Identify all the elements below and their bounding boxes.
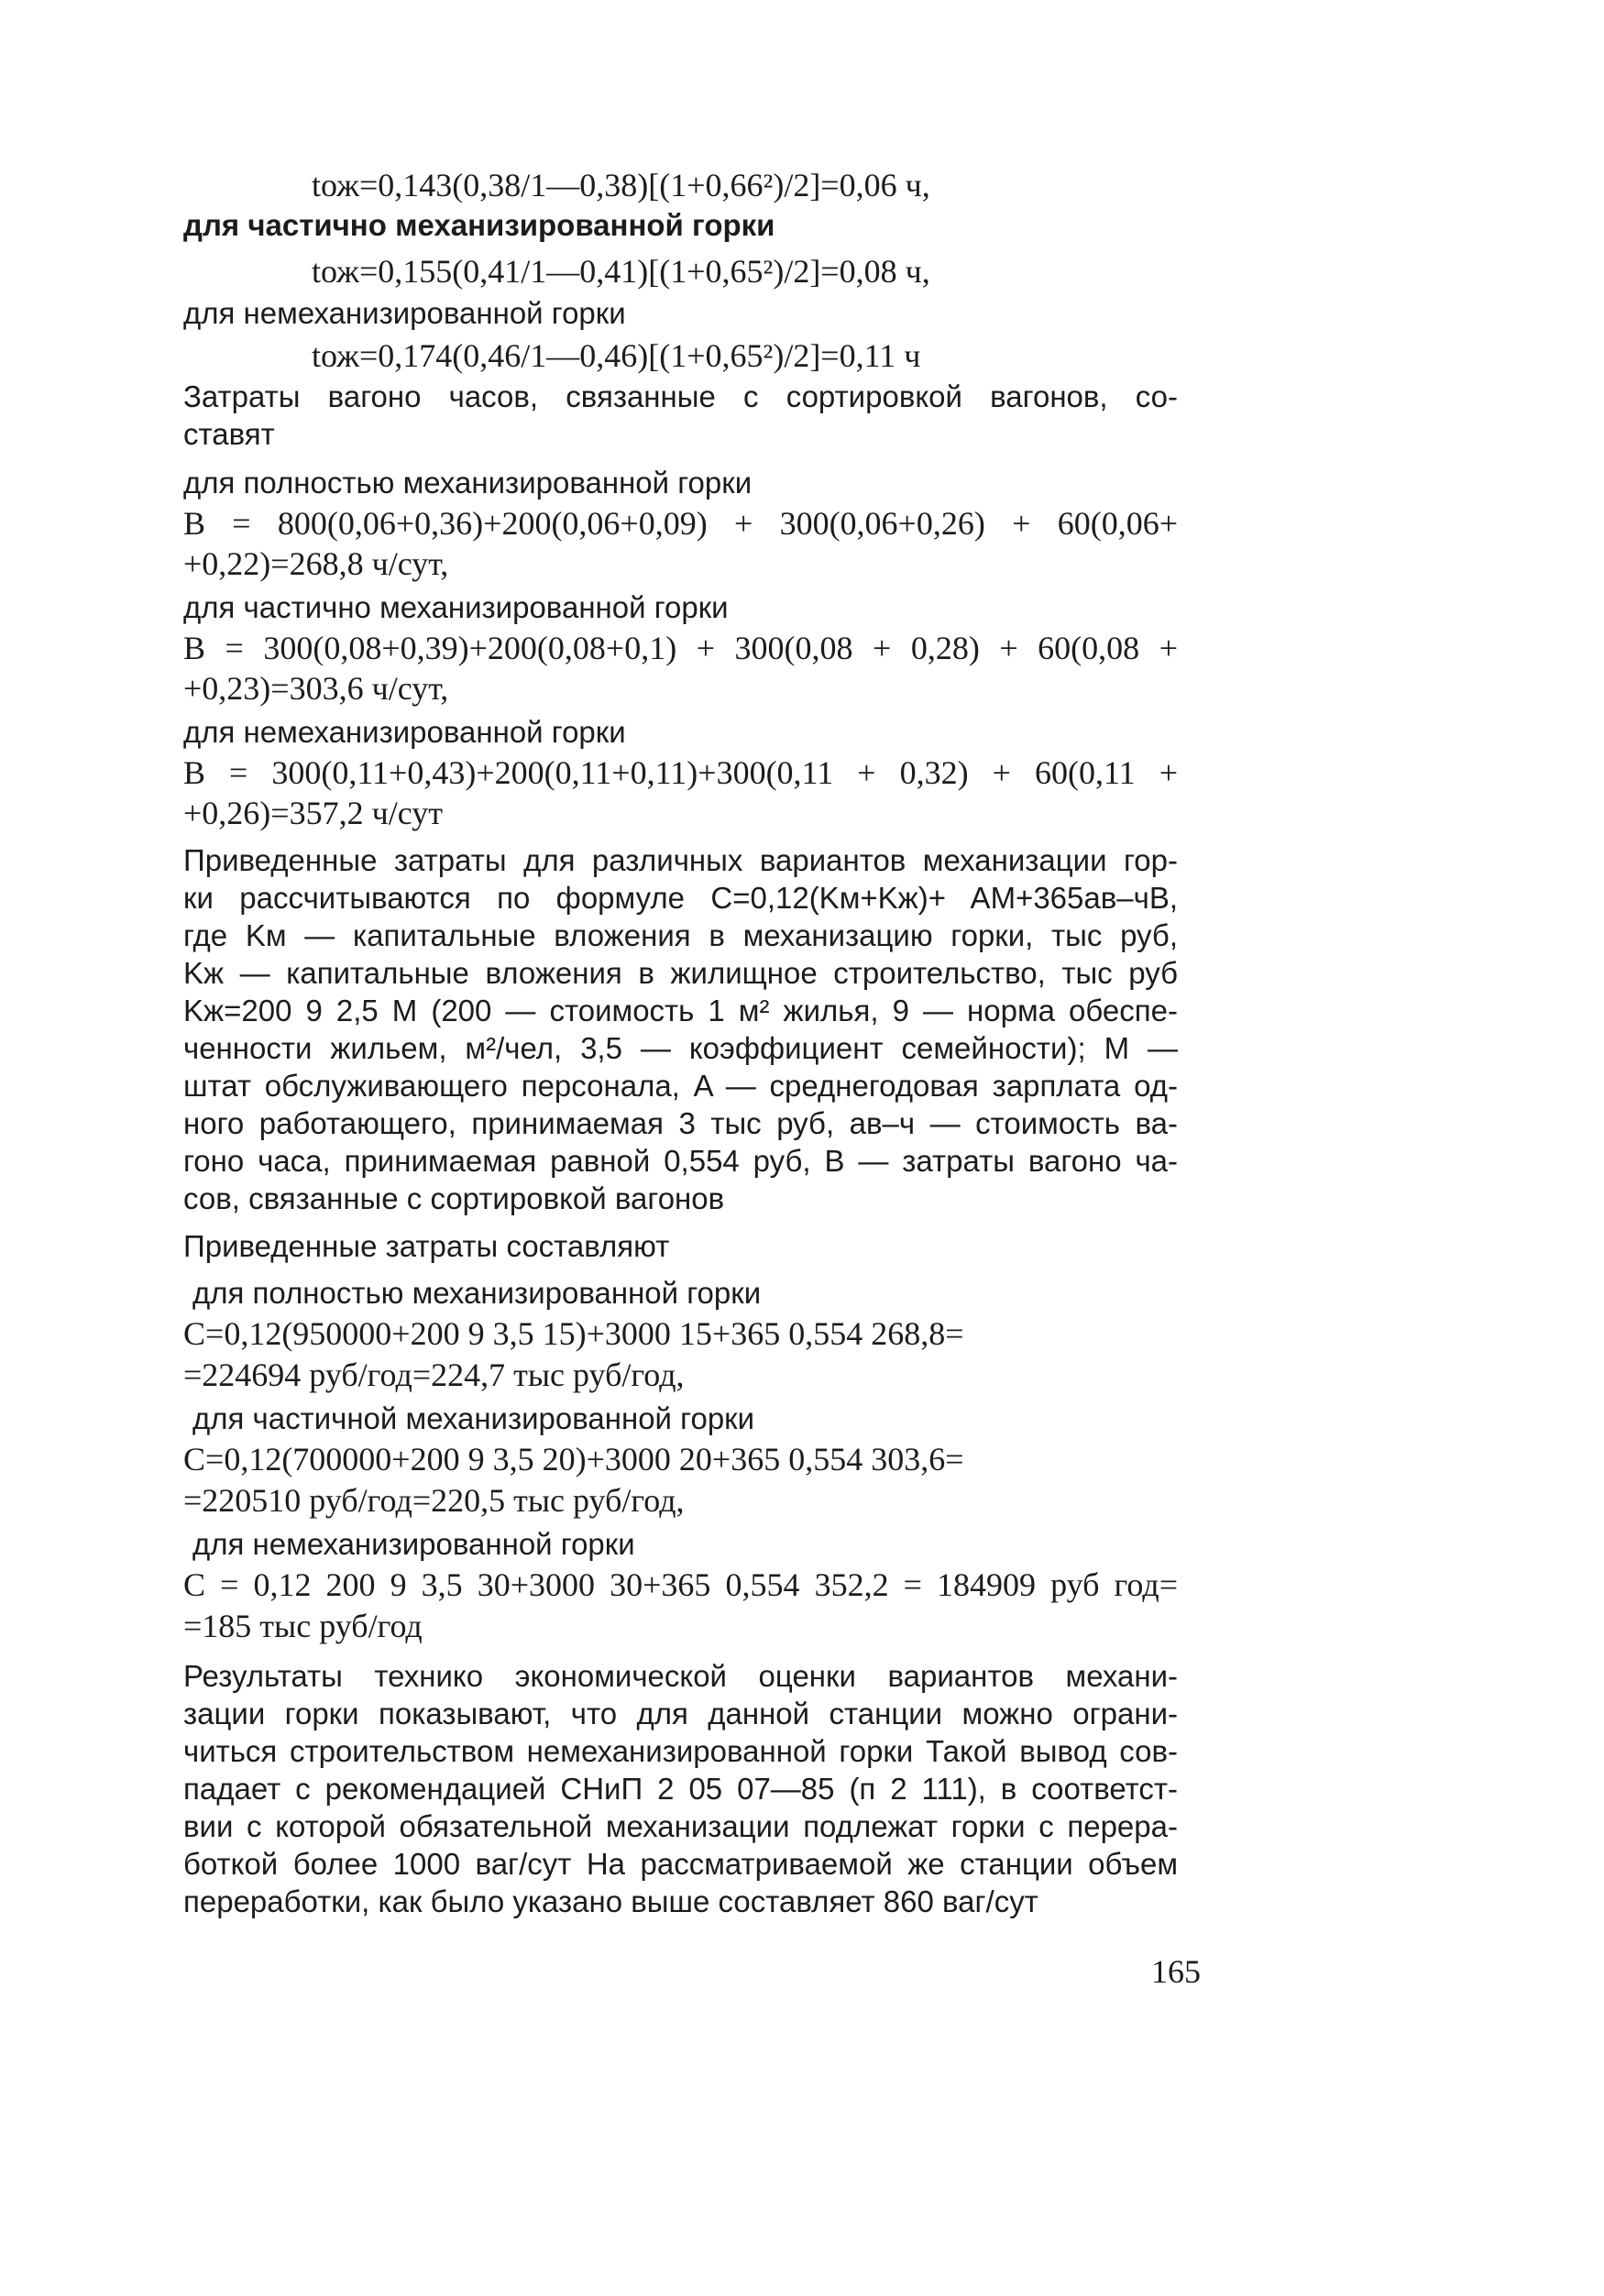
formula-b-partial-line1: B = 300(0,08+0,39)+200(0,08+0,1) + 300(0,08 + 0,28) + 60(0,08 + xyxy=(183,630,1178,666)
formula-c-full-line2: =224694 руб/год=224,7 тыс руб/год, xyxy=(183,1357,685,1393)
paragraph-line: ного работающего, принимаемая 3 тыс руб, aв–ч — стоимость ва- xyxy=(183,1106,1178,1140)
paragraph-line: ставят xyxy=(183,417,275,451)
label-partial-mech: для частично механизированной горки xyxy=(183,590,729,624)
formula-b-partial-line2: +0,23)=303,6 ч/сут, xyxy=(183,670,449,707)
page-number: 165 xyxy=(1151,1953,1201,1990)
label-partial-mech: для частичной механизированной горки xyxy=(192,1401,755,1435)
paragraph-line: гоно часа, принимаемая равной 0,554 руб, B — затраты вагоно ча- xyxy=(183,1144,1178,1178)
paragraph-line: Kж=200 9 2,5 M (200 — стоимость 1 м² жилья, 9 — норма обеспе- xyxy=(183,994,1178,1027)
formula-b-full-line1: B = 800(0,06+0,36)+200(0,06+0,09) + 300(0,06+0,26) + 60(0,06+ xyxy=(183,505,1178,542)
paragraph-line: где Kм — капитальные вложения в механизацию горки, тыс руб, xyxy=(183,918,1178,952)
formula-c-partial-line1: C=0,12(700000+200 9 3,5 20)+3000 20+365 0,554 303,6= xyxy=(183,1441,964,1478)
formula-c-non-line2: =185 тыс руб/год xyxy=(183,1608,423,1644)
paragraph-line: падает с рекомендацией СНиП 2 05 07—85 (п 2 111), в соответст- xyxy=(183,1772,1178,1806)
paragraph-line: Kж — капитальные вложения в жилищное строительство, тыс руб xyxy=(183,956,1178,990)
paragraph-line: Результаты технико экономической оценки вариантов механи- xyxy=(183,1659,1178,1693)
paragraph-line: боткой более 1000 ваг/сут На рассматриваемой же станции объем xyxy=(183,1847,1178,1881)
formula-c-non-line1: C = 0,12 200 9 3,5 30+3000 30+365 0,554 352,2 = 184909 руб год= xyxy=(183,1566,1178,1603)
formula-b-full-line2: +0,22)=268,8 ч/сут, xyxy=(183,545,449,582)
paragraph-line: сов, связанные с сортировкой вагонов xyxy=(183,1181,725,1215)
label-partial-mech: для частично механизированной горки xyxy=(183,208,775,242)
paragraph-line: штат обслуживающего персонала, A — среднегодовая зарплата од- xyxy=(183,1069,1178,1103)
paragraph-line: ченности жильем, м²/чел, 3,5 — коэффициент семейности); M — xyxy=(183,1031,1178,1065)
formula-c-full-line1: C=0,12(950000+200 9 3,5 15)+3000 15+365 0,554 268,8= xyxy=(183,1315,964,1352)
label-non-mech: для немеханизированной горки xyxy=(192,1527,635,1561)
costs-intro: Приведенные затраты составляют xyxy=(183,1229,670,1263)
label-full-mech: для полностью механизированной горки xyxy=(192,1276,762,1310)
paragraph-line: переработки, как было указано выше составляет 860 ваг/сут xyxy=(183,1884,1038,1918)
formula-t-non: tож=0,174(0,46/1—0,46)[(1+0,65²)/2]=0,11 ч xyxy=(312,337,921,374)
formula-t-partial: tож=0,155(0,41/1—0,41)[(1+0,65²)/2]=0,08 ч, xyxy=(312,253,930,290)
paragraph-line: ки рассчитываются по формуле C=0,12(Kм+Kж)+ AM+365aв–чB, xyxy=(183,881,1178,915)
label-non-mech: для немеханизированной горки xyxy=(183,715,626,749)
formula-t-full: tож=0,143(0,38/1—0,38)[(1+0,66²)/2]=0,06 ч, xyxy=(312,167,930,203)
formula-c-partial-line2: =220510 руб/год=220,5 тыс руб/год, xyxy=(183,1482,685,1519)
formula-b-non-line2: +0,26)=357,2 ч/сут xyxy=(183,795,443,831)
paragraph-line: вии с которой обязательной механизации подлежат горки с перера- xyxy=(183,1809,1178,1843)
paragraph-line: Затраты вагоно часов, связанные с сортировкой вагонов, со- xyxy=(183,379,1178,413)
paragraph-line: читься строительством немеханизированной горки Такой вывод сов- xyxy=(183,1734,1178,1768)
label-non-mech: для немеханизированной горки xyxy=(183,296,626,330)
paragraph-line: Приведенные затраты для различных вариантов механизации гор- xyxy=(183,843,1178,877)
paragraph-line: зации горки показывают, что для данной станции можно ограни- xyxy=(183,1697,1178,1730)
label-full-mech: для полностью механизированной горки xyxy=(183,466,753,500)
formula-b-non-line1: B = 300(0,11+0,43)+200(0,11+0,11)+300(0,11 + 0,32) + 60(0,11 + xyxy=(183,754,1178,791)
